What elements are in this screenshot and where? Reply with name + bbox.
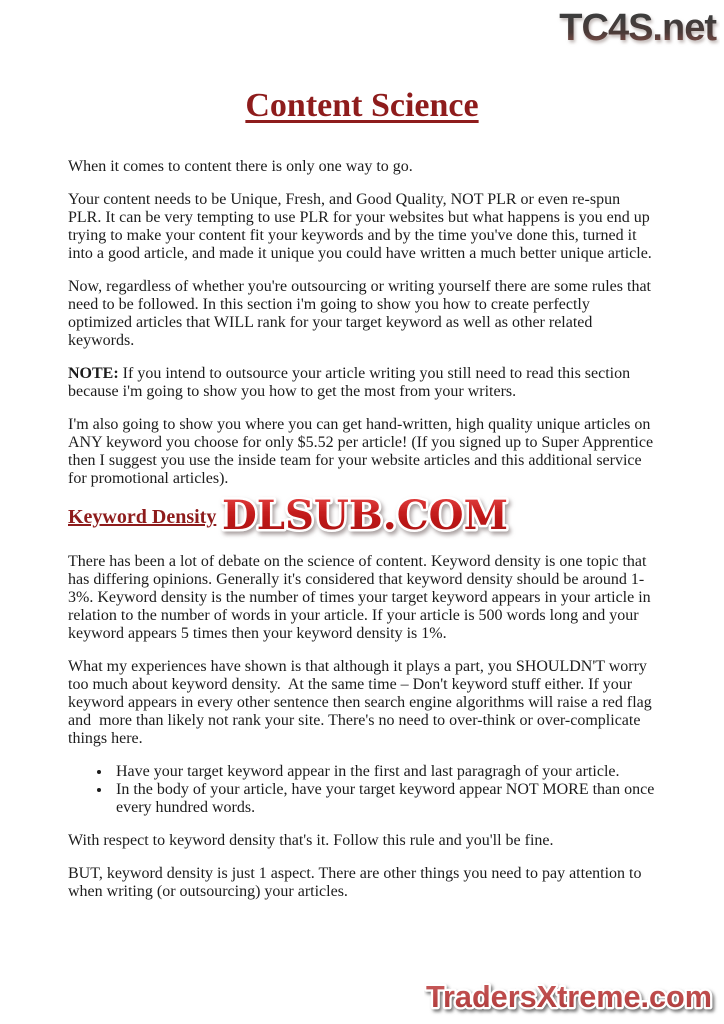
paragraph-intro-5: I'm also going to show you where you can get hand-written, high quality unique articles on ANY keyword you choose for only $5.52 per article! (If you signed up to Super Apprentice then I suggest you use the inside team for your website articles and this additional service for promotional articles). [68,416,658,487]
list-item: • In the body of your article, have your target keyword appear NOT MORE than once every hundred words. [112,781,656,817]
tradersxtreme-logo-text: TradersXtreme.com [426,979,712,1014]
paragraph-intro-3: Now, regardless of whether you're outsourcing or writing yourself there are some rules that need to be followed. In this section i'm going to show you how to create perfectly optimized articles that WILL rank for your target keyword as well as other related keywords. [68,278,655,349]
tc4s-logo-text: TC4S.net [559,7,716,49]
keyword-density-heading: Keyword Density [68,506,217,528]
paragraph-kd-4: BUT, keyword density is just 1 aspect. There are other things you need to pay attention to when writing (or outsourcing) your articles. [68,865,646,900]
document-body [68,158,656,901]
paragraph-kd-3: With respect to keyword density that's it. Follow this rule and you'll be fine. [68,832,554,849]
keyword-density-heading-row [68,492,656,539]
dlsub-watermark-text: DLSUB.COM [222,492,508,539]
paragraph-intro-1: When it comes to content there is only one way to go. [68,158,413,175]
page-title-text: Content Science [245,87,479,124]
tc4s-logo [510,2,720,52]
tradersxtreme-logo [424,976,718,1018]
paragraph-intro-2: Your content needs to be Unique, Fresh, and Good Quality, NOT PLR or even re-spun PLR. It can be very tempting to use PLR for your websites but what happens is you end up trying to make your content fit your keywords and by the time you've done this, turned it into a good article, and made it unique you could have written a much better unique article. [68,191,654,262]
paragraph-kd-2: What my experiences have shown is that although it plays a part, you SHOULDN'T worry too much about keyword density. At the same time – Don't keyword stuff either. If your keyword appears in every other sentence then search engine algorithms will raise a red flag and more than likely not rank your site. There's no need to over-think or over-complicate things here. [68,658,656,747]
keyword-rules-list [68,763,656,817]
note-label: NOTE: [68,365,119,382]
paragraph-kd-1: There has been a lot of debate on the science of content. Keyword density is one topic that has differing opinions. Generally it's considered that keyword density should be around 1-3%. Keyword density is the number of times your target keyword appears in your article in relation to the number of words in your article. If your article is 500 words long and your keyword appears 5 times then your keyword density is 1%. [68,553,655,642]
note-text: If you intend to outsource your article writing you still need to read this section because i'm going to show you how to get the most from your writers. [68,365,635,400]
dlsub-watermark-logo [218,488,518,542]
paragraph-note [68,365,656,401]
list-item: • Have your target keyword appear in the first and last paragragh of your article. [112,763,656,781]
